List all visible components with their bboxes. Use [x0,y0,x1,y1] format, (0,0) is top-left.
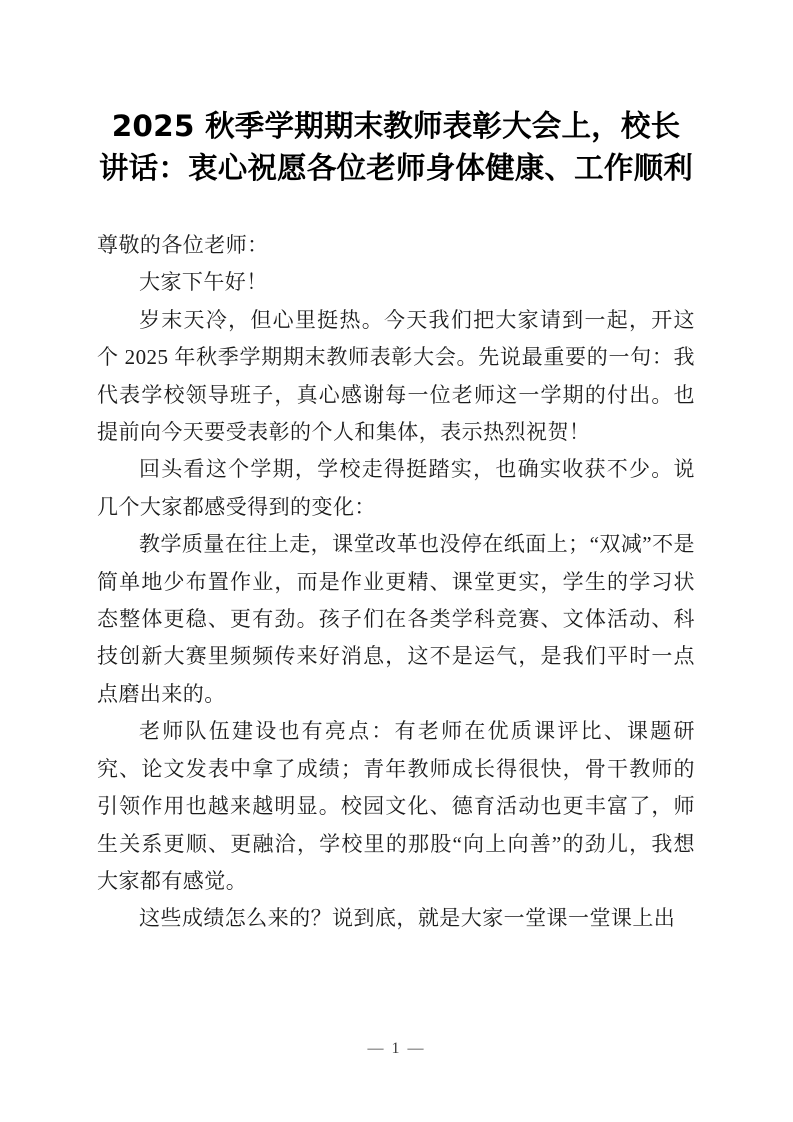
body-paragraph-4: 教学质量在往上走，课堂改革也没停在纸面上；“双减”不是简单地少布置作业，而是作业更精、课堂更实，学生的学习状态整体更稳、更有劲。孩子们在各类学科竞赛、文体活动、科技创新大赛里频频传来好消息，这不是运气，是我们平时一点点磨出来的。 [97,532,695,706]
page-number-footer: — 1 — [367,1040,426,1057]
page-content [97,0,695,938]
body-paragraph-3: 回头看这个学期，学校走得挺踏实，也确实收获不少。说几个大家都感受得到的变化： [97,457,695,519]
body-paragraph-2: 岁末天冷，但心里挺热。今天我们把大家请到一起，开这个 2025 年秋季学期期末教师表彰大会。先说最重要的一句：我代表学校领导班子，真心感谢每一位老师这一学期的付出。也提前向今天要受表彰的个人和集体，表示热烈祝贺！ [97,307,695,445]
body-paragraph-6: 这些成绩怎么来的？说到底，就是大家一堂课一堂课上出 [139,906,676,931]
salutation-line: 尊敬的各位老师： [97,233,269,257]
document-body [97,189,695,938]
page-title: 2025 秋季学期期末教师表彰大会上，校长讲话：衷心祝愿各位老师身体健康、工作顺利 [98,109,693,185]
body-paragraph-5: 老师队伍建设也有亮点：有老师在优质课评比、课题研究、论文发表中拿了成绩；青年教师成长得很快，骨干教师的引领作用也越来越明显。校园文化、德育活动也更丰富了，师生关系更顺、更融洽，学校里的那股“向上向善”的劲儿，我想大家都有感觉。 [97,719,695,893]
body-paragraph-1: 大家下午好！ [139,270,268,295]
